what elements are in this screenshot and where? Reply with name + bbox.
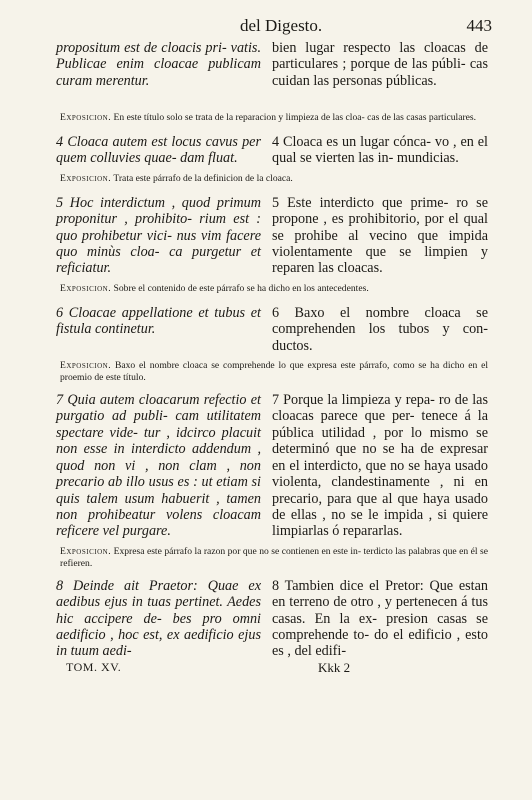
document-page bbox=[56, 14, 492, 678]
exposicion-note bbox=[60, 283, 488, 295]
exposicion-label: Exposicion. bbox=[60, 282, 112, 294]
section bbox=[56, 134, 488, 167]
exposicion-label: Exposicion. bbox=[60, 360, 112, 372]
exposicion-text: Trata este párrafo de la definicion de la cloaca. bbox=[113, 172, 293, 184]
latin-paragraph: 8 Deinde ait Praetor: Quae ex aedibus ejus in tuas pertinet. Aedes hic accipere de- bes pro omni aedificio , hoc est, ex aedificio ejus in tuum aedi- bbox=[56, 577, 261, 660]
signature-mark: Kkk 2 bbox=[318, 659, 351, 675]
latin-paragraph: 6 Cloacae appellatione et tubus et fistula continetur. bbox=[56, 304, 261, 338]
section bbox=[56, 40, 488, 106]
page-number: 443 bbox=[466, 16, 492, 35]
running-title: del Digesto. bbox=[240, 16, 323, 35]
spanish-paragraph: 7 Porque la limpieza y repa- ro de las cloacas parece que per- tenece á la pública utilidad , por lo mismo se determinó que no se ha de expresar en el interdicto, que no se haya usado violenta, clandestinamente , ni en precario, para que al que haya usado de ellas , no se le impida , si quiere limpiarlas ó repararlas. bbox=[272, 392, 488, 540]
spanish-paragraph: 8 Tambien dice el Pretor: Que estan en terreno de otro , y pertenecen á tus casas. En la ex- presion casas se comprehende to- do el edificio , esto es , del edifi- bbox=[272, 577, 488, 660]
spanish-paragraph: 6 Baxo el nombre cloaca se comprehenden los tubos y con- ductos. bbox=[272, 304, 488, 354]
exposicion-note bbox=[60, 173, 488, 185]
latin-paragraph: propositum est de cloacis pri- vatis. Publicae enim cloacae publicam curam merentur. bbox=[56, 40, 261, 89]
spanish-paragraph: 5 Este interdicto que prime- ro se propone , es prohibitorio, por el qual se prohibe al vecino que impida violentamente que se limpien y reparen las cloacas. bbox=[272, 194, 488, 277]
exposicion-text: Expresa este párrafo la razon por que no se contienen en este in- terdicto las palabras que en él se refieren. bbox=[60, 545, 488, 569]
volume-label: TOM. XV. bbox=[66, 659, 122, 674]
latin-paragraph: 5 Hoc interdictum , quod primum proponitur , prohibito- rium est : quo prohibetur vici- nus vim facere quo minùs cloa- ca purgetur et reficiatur. bbox=[56, 194, 261, 277]
exposicion-label: Exposicion. bbox=[60, 112, 112, 123]
exposicion-text: Baxo el nombre cloaca se comprehende lo que expresa este párrafo, como se ha dicho en el proemio de este título. bbox=[60, 360, 488, 384]
section bbox=[56, 195, 488, 277]
text-body bbox=[56, 40, 488, 660]
exposicion-note bbox=[60, 546, 488, 570]
exposicion-text: Sobre el contenido de este párrafo se ha dicho en los antecedentes. bbox=[113, 282, 369, 294]
latin-paragraph: 4 Cloaca autem est locus cavus per quem colluvies quae- dam fluat. bbox=[56, 134, 261, 167]
exposicion-text: En este título solo se trata de la reparacion y limpieza de las cloa- cas de las casas particulares. bbox=[113, 112, 477, 123]
section bbox=[56, 305, 488, 354]
page-header bbox=[56, 14, 492, 40]
section bbox=[56, 578, 488, 660]
exposicion-label: Exposicion. bbox=[60, 545, 112, 557]
spanish-paragraph: bien lugar respecto las cloacas de particulares ; porque de las públi- cas cuidan las personas públicas. bbox=[272, 40, 488, 89]
exposicion-note bbox=[60, 112, 488, 124]
latin-paragraph: 7 Quia autem cloacarum refectio et purgatio ad publi- cam utilitatem spectare vide- tur , idcirco placuit non esse in interdicto addendum , quod non vi , non clam , non precario ab illo usus es : ut etiam si quis talem usum habuerit , tamen non prohibeatur volens cloacam reficere vel purgare. bbox=[56, 392, 261, 540]
exposicion-note bbox=[60, 360, 488, 384]
exposicion-label: Exposicion. bbox=[60, 172, 112, 184]
page-footer bbox=[56, 660, 488, 678]
section bbox=[56, 392, 488, 540]
spanish-paragraph: 4 Cloaca es un lugar cónca- vo , en el qual se vierten las in- mundicias. bbox=[272, 134, 488, 167]
